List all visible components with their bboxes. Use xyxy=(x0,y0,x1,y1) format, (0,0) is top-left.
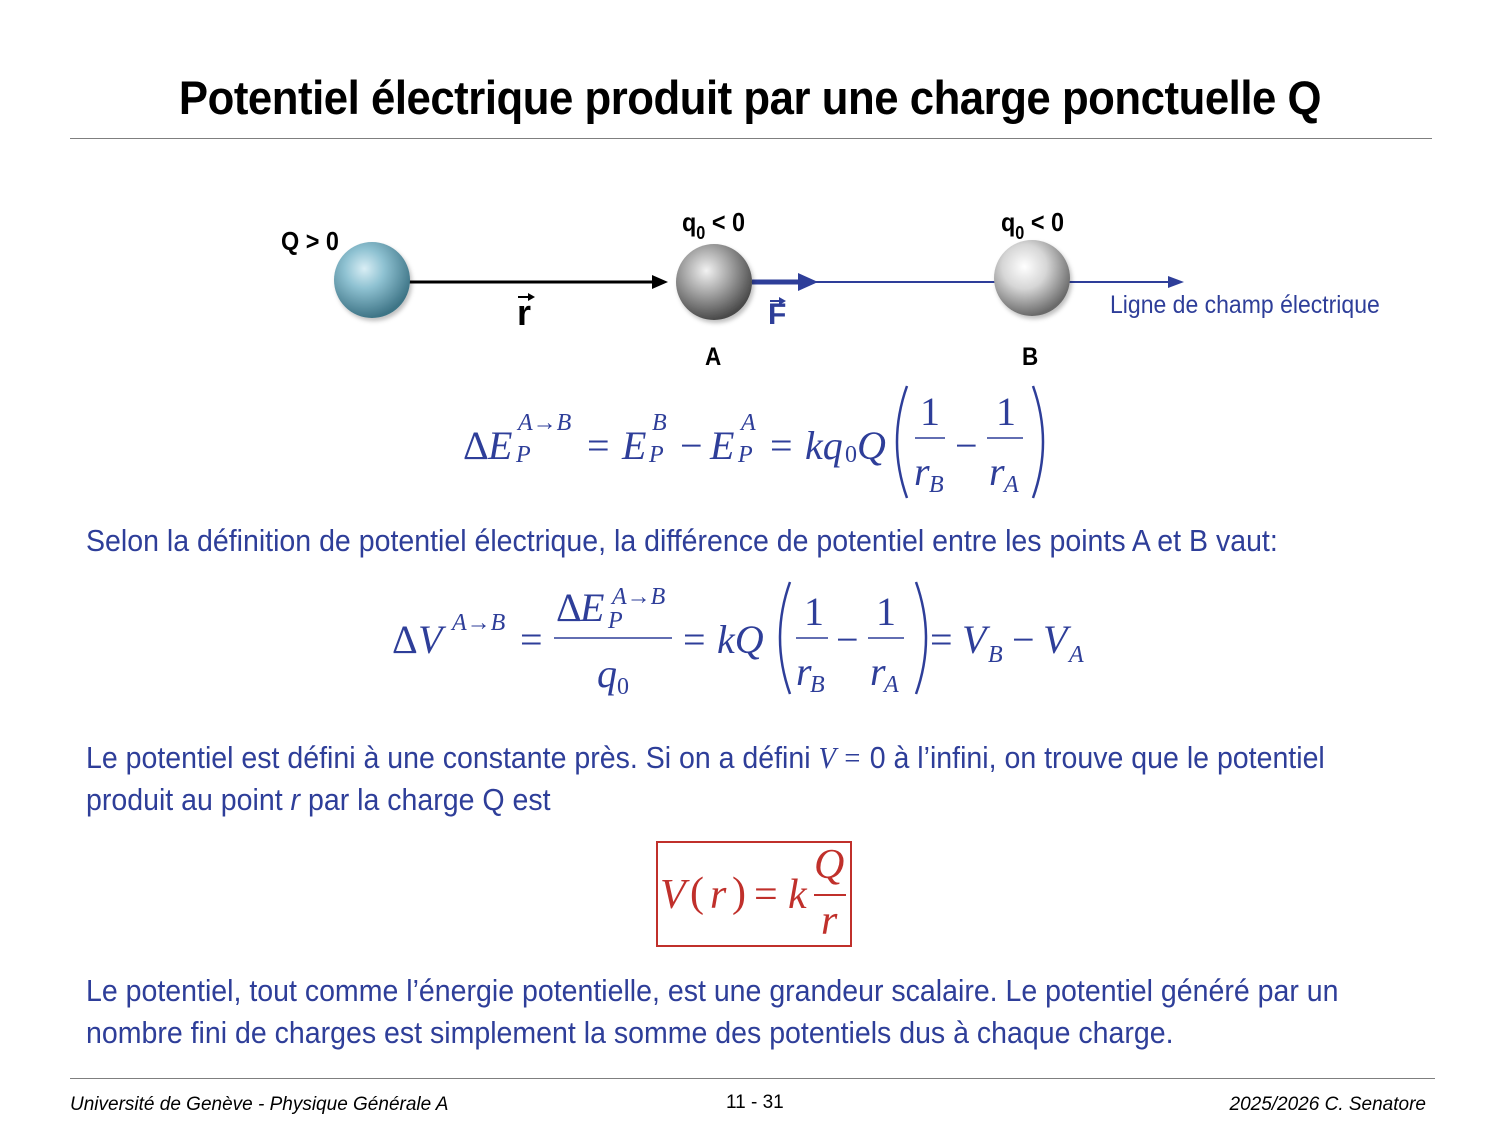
eq3-eq: = xyxy=(754,872,778,918)
eq1-sub-0: 0 xyxy=(845,442,857,468)
footer-page-number: 11 - 31 xyxy=(726,1092,784,1113)
para3-line1: Le potentiel, tout comme l’énergie potentielle, est une grandeur scalaire. Le potentiel généré par un xyxy=(86,973,1339,1008)
eq1-sup-AB: A→B xyxy=(518,410,572,436)
eq2-sup-AB: A→B xyxy=(452,610,506,636)
eq1-sup-A: A xyxy=(741,410,756,436)
eq1-sub-P: P xyxy=(516,442,531,468)
eq2-num2: 1 xyxy=(876,589,896,634)
charge-A-rest: < 0 xyxy=(705,207,745,237)
eq1-sub-P3: P xyxy=(738,442,753,468)
charge-A-q: q xyxy=(682,207,697,237)
para2-line2-b: par la charge Q est xyxy=(300,782,551,817)
eq1-Q: Q xyxy=(857,423,886,468)
charge-B-sub: 0 xyxy=(1015,223,1025,243)
vector-r-arrowhead xyxy=(652,275,668,289)
eq2-q-sub: 0 xyxy=(617,674,629,700)
eq1-num1: 1 xyxy=(920,389,940,434)
eq3-r: r xyxy=(710,872,727,918)
eq1-EB: E xyxy=(622,423,647,468)
paragraph-scalar xyxy=(86,970,1339,1054)
title-divider xyxy=(70,138,1432,139)
eq1-EA: E xyxy=(710,423,735,468)
eq1-rA-sub: A xyxy=(1004,472,1019,498)
equation-energy-difference xyxy=(0,380,1500,505)
equation-potential-difference xyxy=(0,578,1500,703)
eq3-lparen: ( xyxy=(690,870,704,916)
eq2-q: q xyxy=(597,651,617,696)
eq1-delta: Δ xyxy=(463,423,489,468)
charge-Q-label: Q > 0 xyxy=(281,226,339,256)
footer-author: 2025/2026 C. Senatore xyxy=(1229,1094,1426,1115)
eq2-num1: 1 xyxy=(804,589,824,634)
page-title: Potentiel électrique produit par une charge ponctuelle Q xyxy=(178,71,1322,124)
eq2-VB: V xyxy=(962,617,987,662)
eq2-kQ: kQ xyxy=(717,617,764,662)
eq2-eq1: = xyxy=(520,617,543,662)
eq1-rB-sub: B xyxy=(929,472,944,498)
eq2-VA-sub: A xyxy=(1069,642,1084,668)
point-B-label: B xyxy=(1022,343,1039,371)
paragraph-definition: Selon la définition de potentiel électrique, la différence de potentiel entre les points A et B vaut: xyxy=(86,523,1278,558)
para2-line2-a: produit au point xyxy=(86,782,291,817)
charge-B-label xyxy=(1001,207,1064,243)
eq3-k: k xyxy=(788,872,807,918)
para2-line1-math: V = xyxy=(818,740,862,775)
eq1-rA: r xyxy=(989,449,1005,494)
eq2-delta2: Δ xyxy=(556,585,582,630)
eq2-VA: V xyxy=(1043,617,1068,662)
charge-diagram xyxy=(0,190,1500,380)
eq2-E: E xyxy=(580,585,605,630)
eq2-E-sup: A→B xyxy=(612,584,666,610)
charge-A-label xyxy=(682,207,745,243)
eq3-Q: Q xyxy=(814,842,845,888)
vector-r-label: r xyxy=(517,292,532,333)
eq1-eq1: = xyxy=(587,423,610,468)
eq2-E-sub: P xyxy=(608,608,623,634)
eq2-fraction-bar xyxy=(554,636,674,640)
eq2-rB-sub: B xyxy=(810,672,825,698)
eq2-eq3: = xyxy=(930,617,953,662)
charge-Q-sphere xyxy=(334,242,410,318)
vector-F-label: F xyxy=(768,298,787,331)
eq1-eq2: = xyxy=(770,423,793,468)
eq3-rparen: ) xyxy=(732,870,746,916)
eq2-rB: r xyxy=(796,649,812,694)
para2-line1-b: 0 à l’infini, on trouve que le potentiel xyxy=(861,740,1325,775)
charge-A-sub: 0 xyxy=(696,223,706,243)
eq3-V: V xyxy=(660,872,686,918)
eq2-delta: Δ xyxy=(392,617,418,662)
eq2-V: V xyxy=(418,617,443,662)
eq2-eq2: = xyxy=(683,617,706,662)
field-line-label: Ligne de champ électrique xyxy=(1110,291,1380,319)
eq2-VB-sub: B xyxy=(988,642,1003,668)
point-A-label: A xyxy=(705,343,722,371)
para2-line1-a: Le potentiel est défini à une constante près. Si on a défini xyxy=(86,740,819,775)
eq3-den-r: r xyxy=(821,898,838,944)
footer-divider xyxy=(70,1078,1435,1079)
footer-institution: Université de Genève - Physique Générale A xyxy=(70,1094,449,1115)
eq1-num2: 1 xyxy=(996,389,1016,434)
eq1-kq: kq xyxy=(805,423,843,468)
eq2-minus2: − xyxy=(1012,617,1035,662)
charge-A-sphere xyxy=(676,244,752,320)
para2-line2-math: r xyxy=(290,782,301,817)
eq1-sup-B: B xyxy=(652,410,667,436)
eq1-E: E xyxy=(488,423,513,468)
equation-potential-point-charge xyxy=(656,841,852,947)
eq1-rB: r xyxy=(914,449,930,494)
eq1-minus: − xyxy=(680,423,703,468)
charge-B-rest: < 0 xyxy=(1024,207,1064,237)
para3-line2: nombre fini de charges est simplement la somme des potentiels dus à chaque charge. xyxy=(86,1015,1174,1050)
eq1-sub-P2: P xyxy=(649,442,664,468)
charge-B-sphere xyxy=(994,240,1070,316)
eq1-minus2: − xyxy=(955,423,978,468)
charge-B-q: q xyxy=(1001,207,1016,237)
eq2-rA: r xyxy=(870,649,886,694)
field-line-arrowhead xyxy=(1168,276,1184,288)
eq3-fraction-bar xyxy=(814,894,846,896)
eq2-minus: − xyxy=(836,617,859,662)
eq2-rA-sub: A xyxy=(884,672,899,698)
paragraph-constant xyxy=(86,737,1325,821)
force-vector-arrowhead xyxy=(798,273,818,291)
